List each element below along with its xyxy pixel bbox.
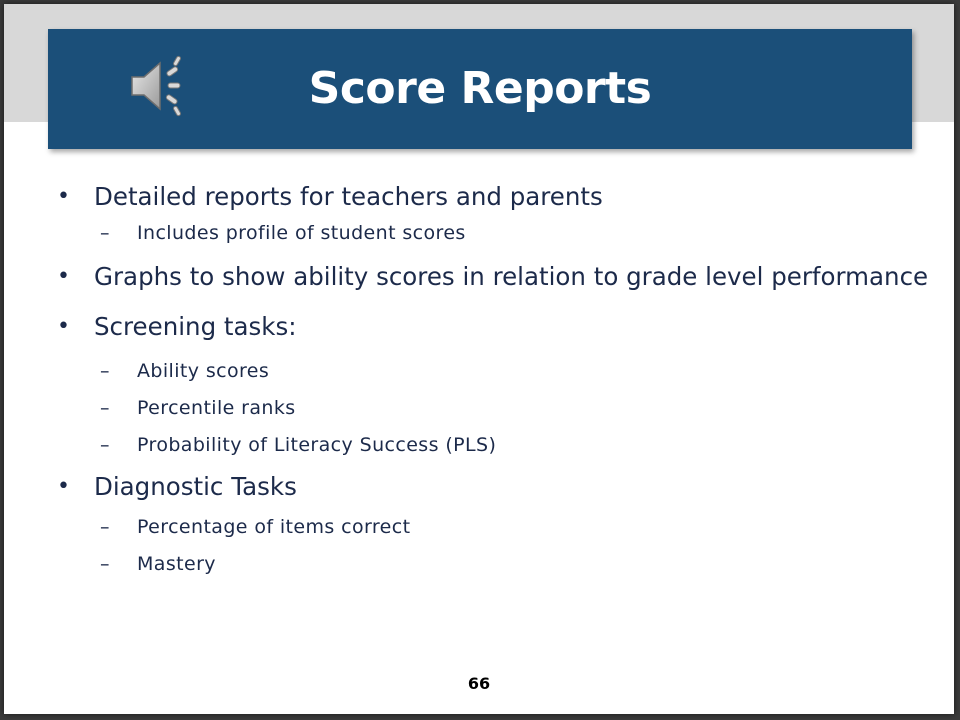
bullet-text: Graphs to show ability scores in relation to grade level performance: [94, 262, 929, 291]
dash-marker: –: [100, 553, 110, 575]
slide: [4, 4, 954, 714]
bullet-marker: •: [57, 314, 70, 339]
bullet-item: [4, 180, 954, 214]
sub-bullet-item: [4, 432, 954, 458]
dash-marker: –: [100, 397, 110, 419]
dash-marker: –: [100, 222, 110, 244]
bullet-marker: •: [57, 474, 70, 499]
slide-title: Score Reports: [308, 63, 652, 114]
bullet-marker: •: [57, 184, 70, 209]
sub-bullet-text: Percentile ranks: [137, 397, 296, 419]
dash-marker: –: [100, 516, 110, 538]
dash-marker: –: [100, 360, 110, 382]
bullet-marker: •: [57, 264, 70, 289]
bullet-text: Screening tasks:: [94, 312, 297, 341]
audio-speaker-icon[interactable]: [128, 55, 198, 117]
dash-marker: –: [100, 434, 110, 456]
sub-bullet-item: [4, 551, 954, 577]
page-number: 66: [467, 674, 491, 693]
sub-bullet-text: Percentage of items correct: [137, 516, 411, 538]
sub-bullet-text: Mastery: [137, 553, 216, 575]
bullet-item: [4, 310, 954, 344]
sub-bullet-item: [4, 514, 954, 540]
sub-bullet-text: Includes profile of student scores: [137, 222, 466, 244]
sub-bullet-item: [4, 358, 954, 384]
sub-bullet-text: Probability of Literacy Success (PLS): [137, 434, 497, 456]
bullet-text: Diagnostic Tasks: [94, 472, 297, 501]
title-bar: [48, 29, 912, 149]
bullet-item: [4, 260, 954, 294]
sub-bullet-item: [4, 220, 954, 246]
sub-bullet-item: [4, 395, 954, 421]
bullet-item: [4, 470, 954, 504]
bullet-list: [4, 174, 954, 577]
sub-bullet-text: Ability scores: [137, 360, 270, 382]
bullet-text: Detailed reports for teachers and parents: [94, 182, 603, 211]
